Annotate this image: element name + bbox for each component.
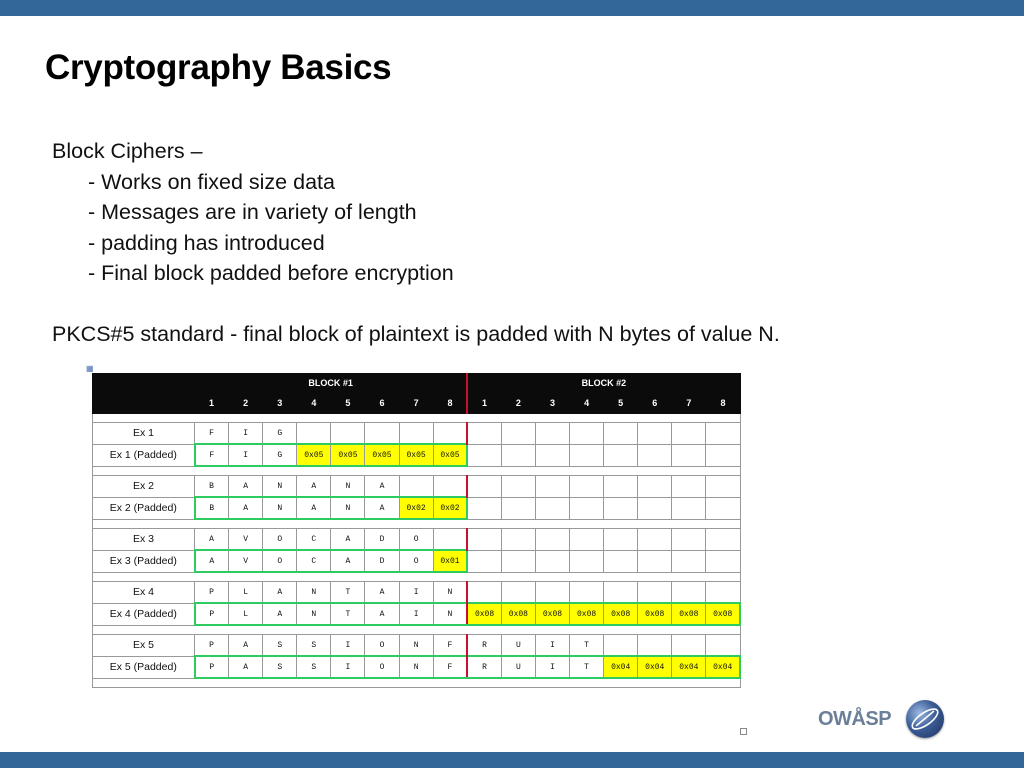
byte-cell	[604, 423, 638, 445]
spacer-row	[93, 572, 741, 582]
byte-cell	[433, 529, 467, 551]
padding-byte-cell: 0x08	[535, 603, 569, 625]
spacer-row	[93, 466, 741, 476]
byte-cell	[535, 550, 569, 572]
byte-cell: I	[331, 635, 365, 657]
byte-number: 6	[638, 393, 672, 414]
byte-cell: F	[195, 423, 229, 445]
byte-number-row	[93, 393, 741, 414]
byte-cell	[638, 635, 672, 657]
padding-byte-cell: 0x04	[706, 656, 740, 678]
table-anchor-icon[interactable]: ▦	[86, 364, 94, 373]
byte-cell	[433, 423, 467, 445]
byte-cell	[467, 476, 501, 498]
byte-cell	[467, 550, 501, 572]
byte-cell: U	[501, 656, 535, 678]
slide-body	[52, 136, 780, 350]
padding-byte-cell: 0x05	[399, 444, 433, 466]
byte-cell: A	[365, 582, 399, 604]
padding-byte-cell: 0x08	[467, 603, 501, 625]
byte-cell	[535, 444, 569, 466]
byte-cell: A	[195, 529, 229, 551]
byte-number: 2	[229, 393, 263, 414]
byte-number: 6	[365, 393, 399, 414]
byte-cell	[706, 635, 740, 657]
byte-cell	[501, 582, 535, 604]
spacer-row	[93, 519, 741, 529]
byte-number: 3	[535, 393, 569, 414]
byte-cell	[570, 444, 604, 466]
byte-cell: S	[297, 635, 331, 657]
padding-byte-cell: 0x02	[433, 497, 467, 519]
byte-cell: O	[399, 529, 433, 551]
byte-cell: C	[297, 550, 331, 572]
byte-cell: P	[195, 582, 229, 604]
padded-label: Ex 5 (Padded)	[93, 656, 195, 678]
byte-cell	[501, 476, 535, 498]
byte-cell: D	[365, 529, 399, 551]
byte-cell: A	[297, 476, 331, 498]
byte-cell: T	[331, 582, 365, 604]
byte-cell	[570, 550, 604, 572]
byte-cell	[535, 529, 569, 551]
byte-cell	[467, 423, 501, 445]
byte-cell: S	[263, 635, 297, 657]
bullet-final-block: - Final block padded before encryption	[88, 261, 454, 285]
byte-cell: A	[195, 550, 229, 572]
spacer-row	[93, 678, 741, 688]
byte-cell	[570, 497, 604, 519]
bullet-fixed-size: - Works on fixed size data	[88, 169, 335, 194]
padded-label: Ex 1 (Padded)	[93, 444, 195, 466]
byte-cell: I	[535, 635, 569, 657]
padded-row	[93, 603, 741, 625]
byte-cell: T	[570, 635, 604, 657]
byte-cell: I	[399, 603, 433, 625]
byte-cell: A	[331, 550, 365, 572]
byte-cell	[638, 529, 672, 551]
byte-number: 5	[331, 393, 365, 414]
padding-byte-cell: 0x02	[399, 497, 433, 519]
byte-cell	[604, 635, 638, 657]
padding-byte-cell: 0x04	[638, 656, 672, 678]
padding-byte-cell: 0x04	[672, 656, 706, 678]
byte-number: 1	[195, 393, 229, 414]
byte-cell	[672, 444, 706, 466]
byte-cell: C	[297, 529, 331, 551]
padding-byte-cell: 0x08	[604, 603, 638, 625]
byte-cell: N	[263, 476, 297, 498]
top-bar	[0, 0, 1024, 16]
byte-number: 8	[433, 393, 467, 414]
byte-cell	[365, 423, 399, 445]
byte-cell: G	[263, 423, 297, 445]
slide-title: Cryptography Basics	[45, 48, 392, 87]
byte-cell: I	[399, 582, 433, 604]
byte-cell	[706, 497, 740, 519]
table-resize-handle[interactable]	[740, 728, 747, 735]
byte-cell	[331, 423, 365, 445]
header-corner-2	[93, 393, 195, 414]
byte-number: 7	[399, 393, 433, 414]
byte-cell: B	[195, 497, 229, 519]
byte-cell	[706, 444, 740, 466]
byte-cell: L	[229, 582, 263, 604]
byte-cell	[638, 550, 672, 572]
padding-table	[92, 373, 741, 688]
byte-cell	[638, 582, 672, 604]
block-header-row	[93, 374, 741, 393]
byte-cell: R	[467, 656, 501, 678]
byte-cell: A	[229, 497, 263, 519]
byte-cell	[638, 497, 672, 519]
byte-cell: A	[365, 603, 399, 625]
pkcs-statement: PKCS#5 standard - final block of plaintext is padded with N bytes of value N.	[52, 322, 780, 346]
padding-byte-cell: 0x05	[365, 444, 399, 466]
padding-byte-cell: 0x05	[297, 444, 331, 466]
byte-cell: L	[229, 603, 263, 625]
bullet-padding: - padding has introduced	[88, 230, 325, 255]
byte-cell: A	[229, 635, 263, 657]
byte-cell	[467, 497, 501, 519]
byte-cell: N	[433, 582, 467, 604]
byte-cell: N	[331, 476, 365, 498]
byte-cell: U	[501, 635, 535, 657]
byte-cell: P	[195, 656, 229, 678]
byte-cell: O	[263, 550, 297, 572]
byte-cell	[399, 423, 433, 445]
byte-cell	[570, 423, 604, 445]
byte-cell	[706, 476, 740, 498]
byte-cell	[672, 476, 706, 498]
padding-byte-cell: 0x05	[433, 444, 467, 466]
spacer-row	[93, 414, 741, 423]
byte-cell	[535, 423, 569, 445]
byte-cell	[604, 582, 638, 604]
byte-cell	[604, 529, 638, 551]
padded-label: Ex 3 (Padded)	[93, 550, 195, 572]
padding-byte-cell: 0x08	[570, 603, 604, 625]
byte-number: 2	[501, 393, 535, 414]
byte-cell	[467, 582, 501, 604]
byte-cell: T	[331, 603, 365, 625]
byte-cell	[501, 550, 535, 572]
byte-cell	[706, 529, 740, 551]
padding-byte-cell: 0x05	[331, 444, 365, 466]
byte-cell: S	[263, 656, 297, 678]
padding-byte-cell: 0x01	[433, 550, 467, 572]
byte-number: 8	[706, 393, 740, 414]
block-ciphers-heading: Block Ciphers –	[52, 139, 203, 163]
example-label: Ex 1	[93, 423, 195, 445]
byte-cell: V	[229, 550, 263, 572]
byte-cell: F	[433, 656, 467, 678]
byte-number: 5	[604, 393, 638, 414]
byte-cell: B	[195, 476, 229, 498]
padded-label: Ex 2 (Padded)	[93, 497, 195, 519]
byte-cell: O	[365, 656, 399, 678]
byte-number: 7	[672, 393, 706, 414]
byte-cell	[706, 582, 740, 604]
example-row	[93, 635, 741, 657]
example-label: Ex 5	[93, 635, 195, 657]
padded-row	[93, 497, 741, 519]
byte-cell: P	[195, 603, 229, 625]
byte-cell	[638, 476, 672, 498]
byte-cell	[501, 497, 535, 519]
byte-cell	[399, 476, 433, 498]
example-label: Ex 3	[93, 529, 195, 551]
byte-cell: N	[433, 603, 467, 625]
byte-cell	[467, 529, 501, 551]
byte-number: 4	[570, 393, 604, 414]
byte-cell: N	[263, 497, 297, 519]
padding-byte-cell: 0x08	[501, 603, 535, 625]
byte-cell: R	[467, 635, 501, 657]
padding-byte-cell: 0x08	[672, 603, 706, 625]
padded-label: Ex 4 (Padded)	[93, 603, 195, 625]
byte-cell	[604, 497, 638, 519]
byte-cell: D	[365, 550, 399, 572]
padded-row	[93, 550, 741, 572]
block-header-2: BLOCK #2	[467, 374, 740, 393]
byte-cell: A	[263, 582, 297, 604]
byte-cell	[638, 423, 672, 445]
byte-cell: N	[399, 656, 433, 678]
padding-byte-cell: 0x08	[706, 603, 740, 625]
byte-cell	[501, 444, 535, 466]
byte-cell	[638, 444, 672, 466]
byte-cell	[501, 423, 535, 445]
byte-cell: A	[331, 529, 365, 551]
byte-cell: O	[263, 529, 297, 551]
example-row	[93, 423, 741, 445]
byte-cell: A	[263, 603, 297, 625]
byte-cell	[501, 529, 535, 551]
byte-cell: N	[399, 635, 433, 657]
byte-cell	[672, 423, 706, 445]
byte-cell: N	[297, 603, 331, 625]
example-row	[93, 582, 741, 604]
byte-number: 4	[297, 393, 331, 414]
byte-cell: A	[297, 497, 331, 519]
byte-cell	[706, 423, 740, 445]
byte-cell: I	[229, 423, 263, 445]
bottom-bar	[0, 752, 1024, 768]
byte-cell: G	[263, 444, 297, 466]
byte-cell: F	[195, 444, 229, 466]
byte-cell: A	[365, 476, 399, 498]
byte-cell: A	[365, 497, 399, 519]
padded-row	[93, 444, 741, 466]
header-corner	[93, 374, 195, 393]
owasp-globe-icon	[906, 700, 944, 738]
byte-cell	[570, 529, 604, 551]
byte-cell: N	[331, 497, 365, 519]
byte-cell	[535, 476, 569, 498]
byte-cell: I	[535, 656, 569, 678]
padding-byte-cell: 0x08	[638, 603, 672, 625]
spacer-row	[93, 625, 741, 635]
byte-cell: N	[297, 582, 331, 604]
byte-cell	[535, 497, 569, 519]
byte-cell	[604, 550, 638, 572]
byte-cell	[672, 497, 706, 519]
byte-number: 1	[467, 393, 501, 414]
byte-cell: S	[297, 656, 331, 678]
padded-row	[93, 656, 741, 678]
byte-cell: V	[229, 529, 263, 551]
byte-cell	[672, 582, 706, 604]
example-label: Ex 4	[93, 582, 195, 604]
byte-cell: O	[399, 550, 433, 572]
byte-cell: A	[229, 656, 263, 678]
bullet-variety-length: - Messages are in variety of length	[88, 200, 417, 224]
byte-cell: I	[229, 444, 263, 466]
byte-cell: P	[195, 635, 229, 657]
example-label: Ex 2	[93, 476, 195, 498]
byte-cell	[433, 476, 467, 498]
byte-cell	[604, 476, 638, 498]
example-row	[93, 476, 741, 498]
byte-cell	[672, 550, 706, 572]
byte-cell	[672, 635, 706, 657]
byte-cell	[706, 550, 740, 572]
byte-cell: A	[229, 476, 263, 498]
byte-cell	[535, 582, 569, 604]
byte-cell	[570, 582, 604, 604]
byte-number: 3	[263, 393, 297, 414]
byte-cell	[672, 529, 706, 551]
byte-cell: T	[570, 656, 604, 678]
padding-byte-cell: 0x04	[604, 656, 638, 678]
byte-cell: I	[331, 656, 365, 678]
block-header-1: BLOCK #1	[195, 374, 468, 393]
byte-cell	[467, 444, 501, 466]
byte-cell	[604, 444, 638, 466]
byte-cell	[297, 423, 331, 445]
example-row	[93, 529, 741, 551]
logo-text: OWÅSP	[818, 708, 892, 730]
byte-cell: F	[433, 635, 467, 657]
byte-cell	[570, 476, 604, 498]
byte-cell: O	[365, 635, 399, 657]
